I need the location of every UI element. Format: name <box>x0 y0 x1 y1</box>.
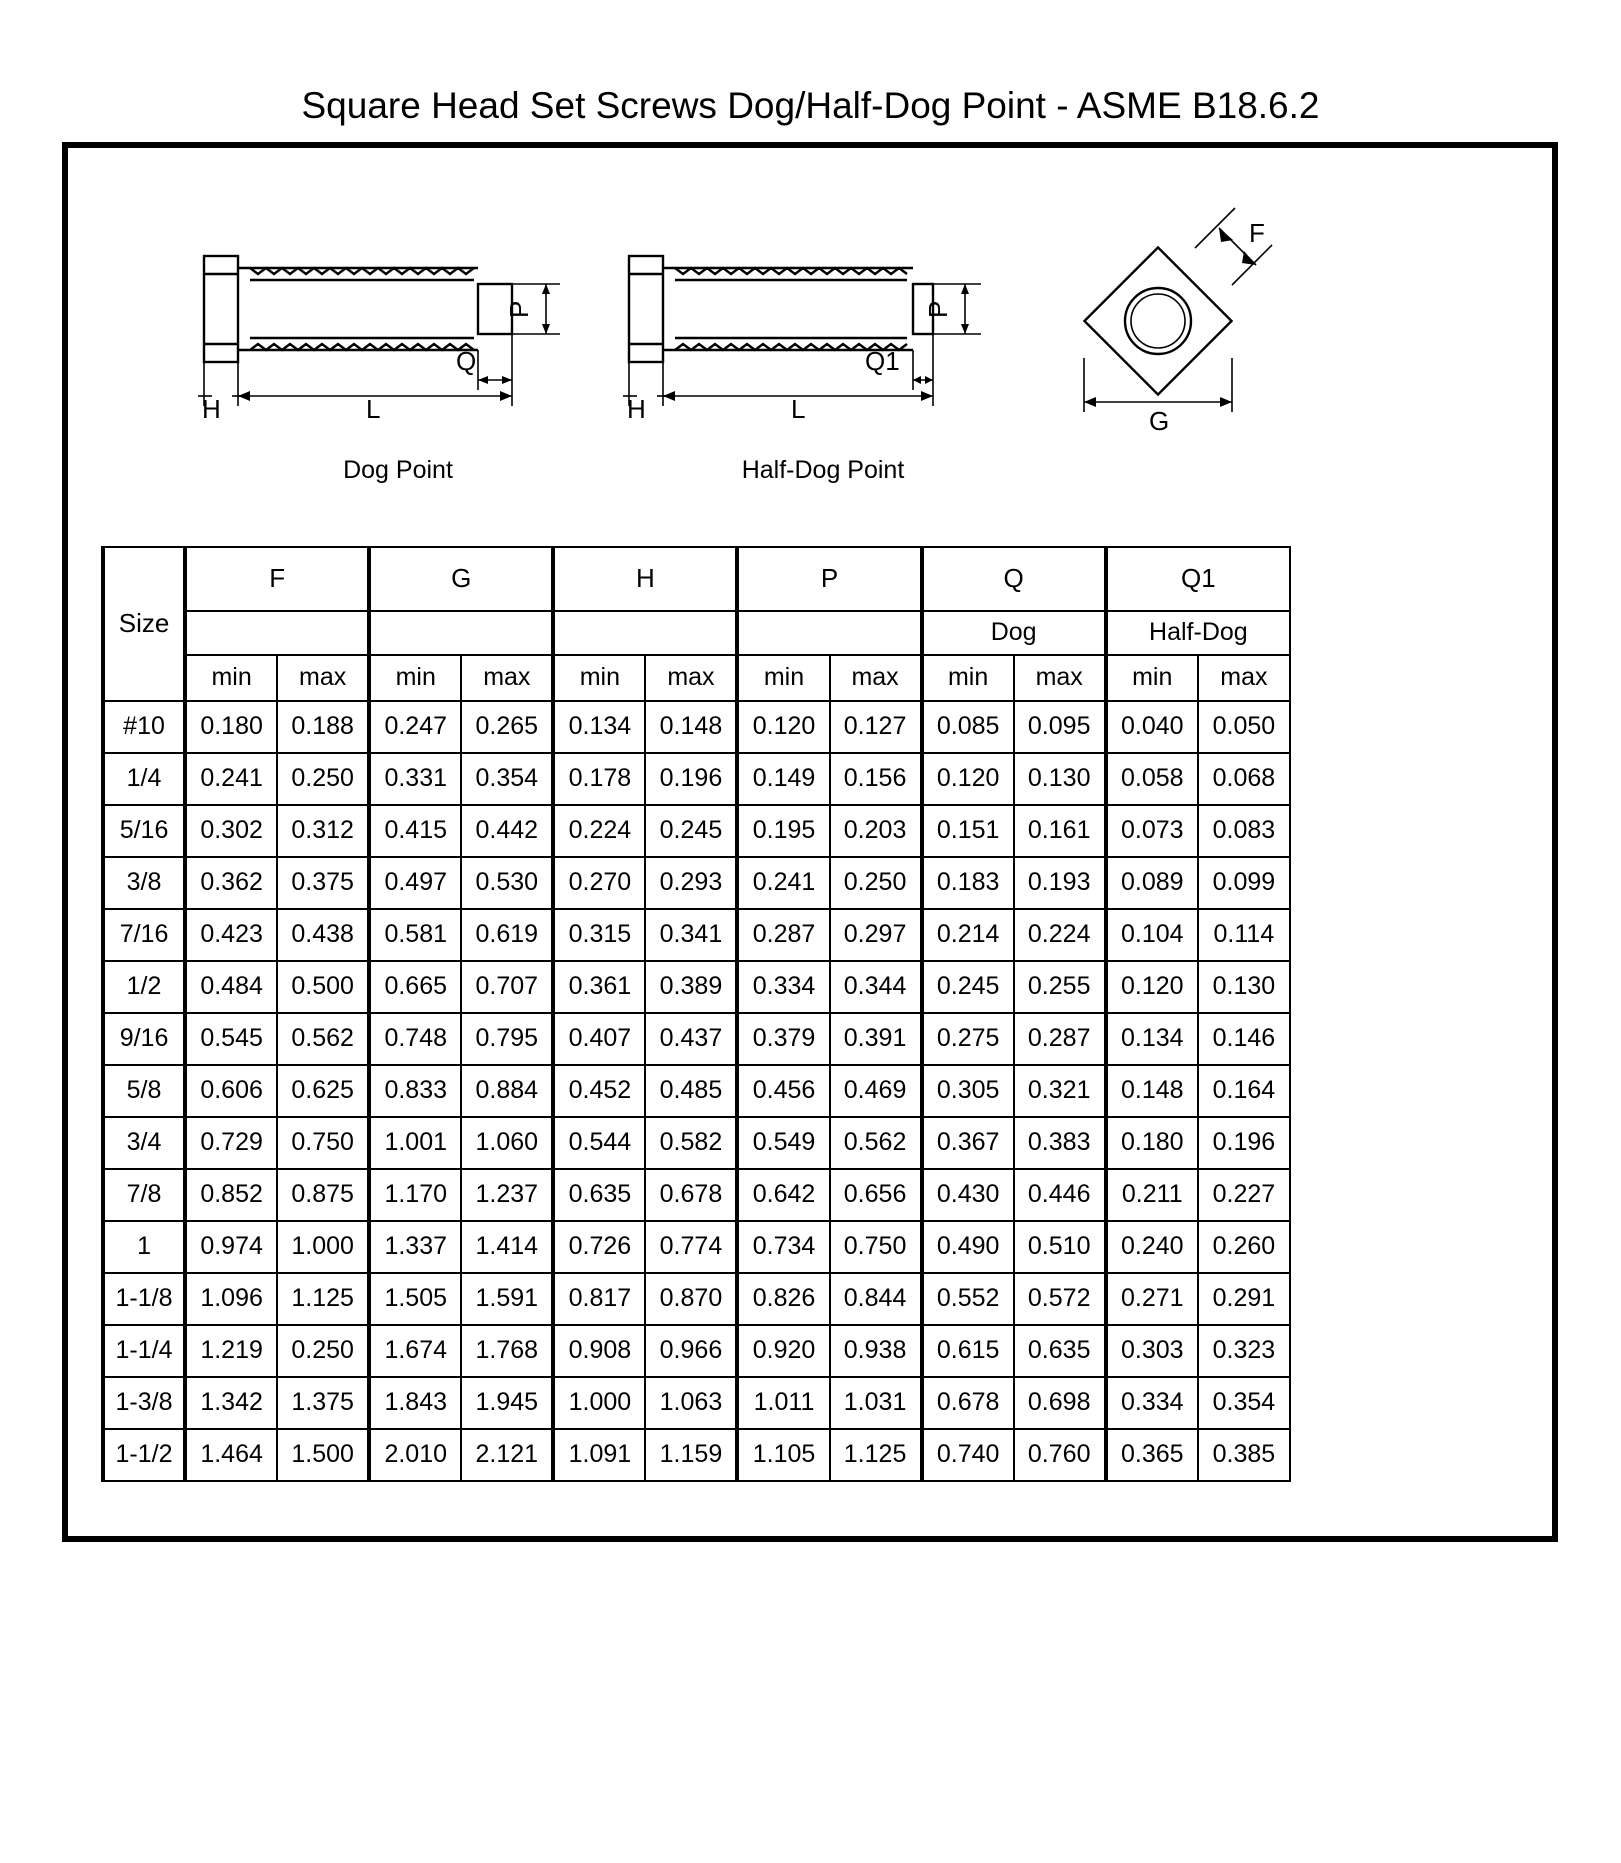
header-sub-f <box>185 611 369 655</box>
cell-value: 0.146 <box>1198 1013 1290 1065</box>
cell-value: 0.582 <box>645 1117 737 1169</box>
cell-value: 0.974 <box>185 1221 277 1273</box>
cell-value: 0.255 <box>1014 961 1106 1013</box>
header-sub-q: Dog <box>922 611 1106 655</box>
cell-value: 1.375 <box>277 1377 369 1429</box>
cell-size: 1 <box>103 1221 185 1273</box>
cell-value: 0.437 <box>645 1013 737 1065</box>
figure1-caption: Dog Point <box>343 455 453 484</box>
header-row-group-label <box>103 547 1290 611</box>
cell-value: 0.275 <box>922 1013 1014 1065</box>
cell-value: 0.211 <box>1106 1169 1198 1221</box>
cell-value: 0.456 <box>737 1065 829 1117</box>
cell-value: 0.826 <box>737 1273 829 1325</box>
cell-value: 0.114 <box>1198 909 1290 961</box>
header-size: Size <box>103 547 185 701</box>
cell-value: 1.337 <box>369 1221 461 1273</box>
cell-value: 0.134 <box>1106 1013 1198 1065</box>
cell-value: 1.096 <box>185 1273 277 1325</box>
cell-value: 0.287 <box>1014 1013 1106 1065</box>
cell-size: 5/16 <box>103 805 185 857</box>
cell-value: 0.562 <box>830 1117 922 1169</box>
cell-value: 0.500 <box>277 961 369 1013</box>
header-h-max: max <box>645 655 737 701</box>
cell-value: 0.469 <box>830 1065 922 1117</box>
cell-value: 0.287 <box>737 909 829 961</box>
cell-value: 0.203 <box>830 805 922 857</box>
cell-value: 0.250 <box>277 1325 369 1377</box>
table-row <box>103 701 1290 753</box>
cell-value: 0.085 <box>922 701 1014 753</box>
cell-value: 1.001 <box>369 1117 461 1169</box>
cell-value: 2.121 <box>461 1429 553 1481</box>
cell-value: 0.430 <box>922 1169 1014 1221</box>
table-row <box>103 805 1290 857</box>
cell-value: 0.180 <box>185 701 277 753</box>
cell-value: 0.334 <box>737 961 829 1013</box>
cell-value: 0.446 <box>1014 1169 1106 1221</box>
cell-size: 1/2 <box>103 961 185 1013</box>
cell-value: 1.000 <box>277 1221 369 1273</box>
spec-table-wrap <box>101 546 1522 1482</box>
cell-value: 2.010 <box>369 1429 461 1481</box>
cell-size: 7/8 <box>103 1169 185 1221</box>
cell-value: 0.544 <box>553 1117 645 1169</box>
cell-value: 1.125 <box>277 1273 369 1325</box>
cell-value: 0.250 <box>277 753 369 805</box>
cell-value: 0.164 <box>1198 1065 1290 1117</box>
cell-value: 0.870 <box>645 1273 737 1325</box>
table-row <box>103 1013 1290 1065</box>
cell-value: 0.572 <box>1014 1273 1106 1325</box>
spec-table <box>101 546 1291 1482</box>
cell-value: 0.510 <box>1014 1221 1106 1273</box>
cell-value: 0.224 <box>1014 909 1106 961</box>
header-g-min: min <box>369 655 461 701</box>
cell-value: 1.000 <box>553 1377 645 1429</box>
cell-value: 0.323 <box>1198 1325 1290 1377</box>
cell-value: 0.247 <box>369 701 461 753</box>
cell-size: 1-1/2 <box>103 1429 185 1481</box>
cell-value: 1.091 <box>553 1429 645 1481</box>
cell-value: 0.423 <box>185 909 277 961</box>
cell-size: 1-1/8 <box>103 1273 185 1325</box>
cell-value: 0.748 <box>369 1013 461 1065</box>
cell-size: 3/8 <box>103 857 185 909</box>
header-group-h: H <box>553 547 737 611</box>
cell-value: 0.302 <box>185 805 277 857</box>
cell-value: 0.224 <box>553 805 645 857</box>
cell-value: 0.362 <box>185 857 277 909</box>
table-body <box>103 701 1290 1481</box>
header-q1-min: min <box>1106 655 1198 701</box>
cell-value: 0.193 <box>1014 857 1106 909</box>
cell-value: 0.619 <box>461 909 553 961</box>
cell-value: 0.260 <box>1198 1221 1290 1273</box>
cell-value: 1.768 <box>461 1325 553 1377</box>
header-f-min: min <box>185 655 277 701</box>
cell-value: 0.365 <box>1106 1429 1198 1481</box>
cell-value: 0.415 <box>369 805 461 857</box>
cell-value: 1.505 <box>369 1273 461 1325</box>
cell-value: 0.127 <box>830 701 922 753</box>
cell-value: 0.844 <box>830 1273 922 1325</box>
cell-value: 0.484 <box>185 961 277 1013</box>
figure2-caption: Half-Dog Point <box>741 455 905 484</box>
cell-size: 1/4 <box>103 753 185 805</box>
header-group-q1: Q1 <box>1106 547 1290 611</box>
figure-dog-point <box>188 238 608 484</box>
cell-value: 0.734 <box>737 1221 829 1273</box>
cell-size: 5/8 <box>103 1065 185 1117</box>
table-row <box>103 753 1290 805</box>
cell-value: 0.331 <box>369 753 461 805</box>
cell-value: 0.270 <box>553 857 645 909</box>
cell-value: 0.161 <box>1014 805 1106 857</box>
cell-value: 0.726 <box>553 1221 645 1273</box>
header-group-g: G <box>369 547 553 611</box>
cell-value: 0.383 <box>1014 1117 1106 1169</box>
cell-value: 0.625 <box>277 1065 369 1117</box>
cell-value: 0.698 <box>1014 1377 1106 1429</box>
cell-value: 0.442 <box>461 805 553 857</box>
cell-value: 0.490 <box>922 1221 1014 1273</box>
cell-value: 0.297 <box>830 909 922 961</box>
cell-value: 0.250 <box>830 857 922 909</box>
cell-value: 0.196 <box>1198 1117 1290 1169</box>
cell-value: 1.414 <box>461 1221 553 1273</box>
cell-value: 0.120 <box>737 701 829 753</box>
figure-head-end-view <box>1053 216 1353 476</box>
cell-value: 0.385 <box>1198 1429 1290 1481</box>
cell-value: 1.674 <box>369 1325 461 1377</box>
cell-value: 1.219 <box>185 1325 277 1377</box>
figure1-label-q: Q <box>456 345 477 376</box>
table-row <box>103 1065 1290 1117</box>
cell-size: 1-3/8 <box>103 1377 185 1429</box>
figure3-label-f: F <box>1249 217 1265 248</box>
cell-value: 1.342 <box>185 1377 277 1429</box>
cell-value: 0.581 <box>369 909 461 961</box>
cell-value: 0.303 <box>1106 1325 1198 1377</box>
header-q-min: min <box>922 655 1014 701</box>
cell-value: 0.354 <box>1198 1377 1290 1429</box>
header-h-min: min <box>553 655 645 701</box>
cell-value: 0.389 <box>645 961 737 1013</box>
cell-value: 0.729 <box>185 1117 277 1169</box>
cell-value: 0.196 <box>645 753 737 805</box>
cell-value: 0.214 <box>922 909 1014 961</box>
cell-value: 0.073 <box>1106 805 1198 857</box>
cell-value: 0.241 <box>185 753 277 805</box>
cell-value: 0.552 <box>922 1273 1014 1325</box>
cell-value: 0.642 <box>737 1169 829 1221</box>
content-frame <box>62 142 1558 1542</box>
cell-value: 0.271 <box>1106 1273 1198 1325</box>
cell-value: 0.245 <box>922 961 1014 1013</box>
cell-value: 0.245 <box>645 805 737 857</box>
figure2-label-l: L <box>791 393 806 424</box>
cell-value: 0.188 <box>277 701 369 753</box>
cell-value: 0.884 <box>461 1065 553 1117</box>
table-row <box>103 1117 1290 1169</box>
cell-value: 0.120 <box>922 753 1014 805</box>
figure1-label-h: H <box>202 393 221 424</box>
cell-value: 1.170 <box>369 1169 461 1221</box>
table-row <box>103 1221 1290 1273</box>
figure1-label-p: P <box>504 300 534 318</box>
cell-value: 0.291 <box>1198 1273 1290 1325</box>
cell-value: 0.315 <box>553 909 645 961</box>
cell-value: 1.011 <box>737 1377 829 1429</box>
cell-size: #10 <box>103 701 185 753</box>
cell-value: 0.379 <box>737 1013 829 1065</box>
header-row-group-sub <box>103 611 1290 655</box>
cell-size: 7/16 <box>103 909 185 961</box>
cell-value: 0.438 <box>277 909 369 961</box>
cell-value: 0.530 <box>461 857 553 909</box>
cell-value: 0.656 <box>830 1169 922 1221</box>
cell-value: 0.875 <box>277 1169 369 1221</box>
cell-value: 0.391 <box>830 1013 922 1065</box>
figure1-label-l: L <box>366 393 381 424</box>
header-sub-q1: Half-Dog <box>1106 611 1290 655</box>
table-row <box>103 909 1290 961</box>
header-group-p: P <box>737 547 921 611</box>
cell-value: 0.760 <box>1014 1429 1106 1481</box>
cell-value: 0.305 <box>922 1065 1014 1117</box>
cell-value: 0.452 <box>553 1065 645 1117</box>
table-row <box>103 961 1290 1013</box>
cell-value: 1.591 <box>461 1273 553 1325</box>
header-group-f: F <box>185 547 369 611</box>
header-q1-max: max <box>1198 655 1290 701</box>
cell-value: 0.130 <box>1198 961 1290 1013</box>
cell-value: 0.407 <box>553 1013 645 1065</box>
cell-value: 0.833 <box>369 1065 461 1117</box>
header-g-max: max <box>461 655 553 701</box>
header-group-q: Q <box>922 547 1106 611</box>
cell-value: 0.795 <box>461 1013 553 1065</box>
cell-value: 0.740 <box>922 1429 1014 1481</box>
table-row <box>103 1169 1290 1221</box>
cell-value: 0.293 <box>645 857 737 909</box>
cell-value: 0.156 <box>830 753 922 805</box>
cell-value: 0.966 <box>645 1325 737 1377</box>
cell-value: 1.125 <box>830 1429 922 1481</box>
cell-value: 0.130 <box>1014 753 1106 805</box>
cell-value: 0.549 <box>737 1117 829 1169</box>
header-p-min: min <box>737 655 829 701</box>
cell-value: 0.321 <box>1014 1065 1106 1117</box>
cell-value: 1.464 <box>185 1429 277 1481</box>
cell-value: 0.240 <box>1106 1221 1198 1273</box>
cell-value: 0.089 <box>1106 857 1198 909</box>
cell-value: 0.707 <box>461 961 553 1013</box>
page-title: Square Head Set Screws Dog/Half-Dog Point - ASME B18.6.2 <box>301 84 1320 126</box>
cell-value: 1.063 <box>645 1377 737 1429</box>
cell-value: 0.635 <box>553 1169 645 1221</box>
cell-value: 0.497 <box>369 857 461 909</box>
cell-value: 0.227 <box>1198 1169 1290 1221</box>
cell-size: 1-1/4 <box>103 1325 185 1377</box>
cell-value: 0.354 <box>461 753 553 805</box>
cell-value: 0.178 <box>553 753 645 805</box>
cell-value: 0.678 <box>645 1169 737 1221</box>
cell-value: 0.375 <box>277 857 369 909</box>
figure2-label-p: P <box>923 300 953 318</box>
cell-value: 0.148 <box>1106 1065 1198 1117</box>
header-row-minmax <box>103 655 1290 701</box>
cell-value: 0.635 <box>1014 1325 1106 1377</box>
cell-value: 1.500 <box>277 1429 369 1481</box>
cell-value: 0.151 <box>922 805 1014 857</box>
cell-value: 0.920 <box>737 1325 829 1377</box>
cell-value: 0.750 <box>277 1117 369 1169</box>
cell-value: 0.148 <box>645 701 737 753</box>
cell-value: 0.615 <box>922 1325 1014 1377</box>
table-row <box>103 1273 1290 1325</box>
cell-value: 0.241 <box>737 857 829 909</box>
cell-value: 1.060 <box>461 1117 553 1169</box>
cell-value: 0.195 <box>737 805 829 857</box>
cell-value: 0.183 <box>922 857 1014 909</box>
figure2-label-h: H <box>627 393 646 424</box>
cell-value: 0.817 <box>553 1273 645 1325</box>
cell-value: 0.606 <box>185 1065 277 1117</box>
cell-value: 0.344 <box>830 961 922 1013</box>
cell-value: 0.104 <box>1106 909 1198 961</box>
cell-value: 1.105 <box>737 1429 829 1481</box>
cell-value: 1.237 <box>461 1169 553 1221</box>
cell-value: 0.058 <box>1106 753 1198 805</box>
cell-value: 0.750 <box>830 1221 922 1273</box>
header-sub-h <box>553 611 737 655</box>
cell-value: 0.095 <box>1014 701 1106 753</box>
cell-value: 0.678 <box>922 1377 1014 1429</box>
cell-value: 0.485 <box>645 1065 737 1117</box>
cell-value: 0.852 <box>185 1169 277 1221</box>
table-row <box>103 1377 1290 1429</box>
cell-value: 0.149 <box>737 753 829 805</box>
table-row <box>103 1429 1290 1481</box>
cell-value: 1.843 <box>369 1377 461 1429</box>
cell-value: 0.334 <box>1106 1377 1198 1429</box>
cell-value: 0.938 <box>830 1325 922 1377</box>
header-sub-g <box>369 611 553 655</box>
header-p-max: max <box>830 655 922 701</box>
table-row <box>103 1325 1290 1377</box>
header-q-max: max <box>1014 655 1106 701</box>
cell-value: 0.665 <box>369 961 461 1013</box>
figure3-label-g: G <box>1149 405 1170 436</box>
cell-value: 0.068 <box>1198 753 1290 805</box>
cell-value: 1.031 <box>830 1377 922 1429</box>
header-sub-p <box>737 611 921 655</box>
cell-value: 0.265 <box>461 701 553 753</box>
cell-value: 0.120 <box>1106 961 1198 1013</box>
cell-value: 0.562 <box>277 1013 369 1065</box>
cell-value: 0.341 <box>645 909 737 961</box>
cell-value: 0.545 <box>185 1013 277 1065</box>
cell-value: 0.099 <box>1198 857 1290 909</box>
figure-half-dog-point <box>613 238 1033 484</box>
cell-value: 0.180 <box>1106 1117 1198 1169</box>
header-f-max: max <box>277 655 369 701</box>
cell-value: 0.367 <box>922 1117 1014 1169</box>
table-header <box>103 547 1290 701</box>
cell-value: 1.159 <box>645 1429 737 1481</box>
cell-value: 0.134 <box>553 701 645 753</box>
table-row <box>103 857 1290 909</box>
cell-value: 1.945 <box>461 1377 553 1429</box>
cell-value: 0.083 <box>1198 805 1290 857</box>
cell-size: 9/16 <box>103 1013 185 1065</box>
diagram-strip <box>68 148 1552 533</box>
cell-value: 0.050 <box>1198 701 1290 753</box>
cell-size: 3/4 <box>103 1117 185 1169</box>
figure2-label-q1: Q1 <box>865 345 900 376</box>
cell-value: 0.312 <box>277 805 369 857</box>
cell-value: 0.361 <box>553 961 645 1013</box>
cell-value: 0.908 <box>553 1325 645 1377</box>
cell-value: 0.040 <box>1106 701 1198 753</box>
cell-value: 0.774 <box>645 1221 737 1273</box>
